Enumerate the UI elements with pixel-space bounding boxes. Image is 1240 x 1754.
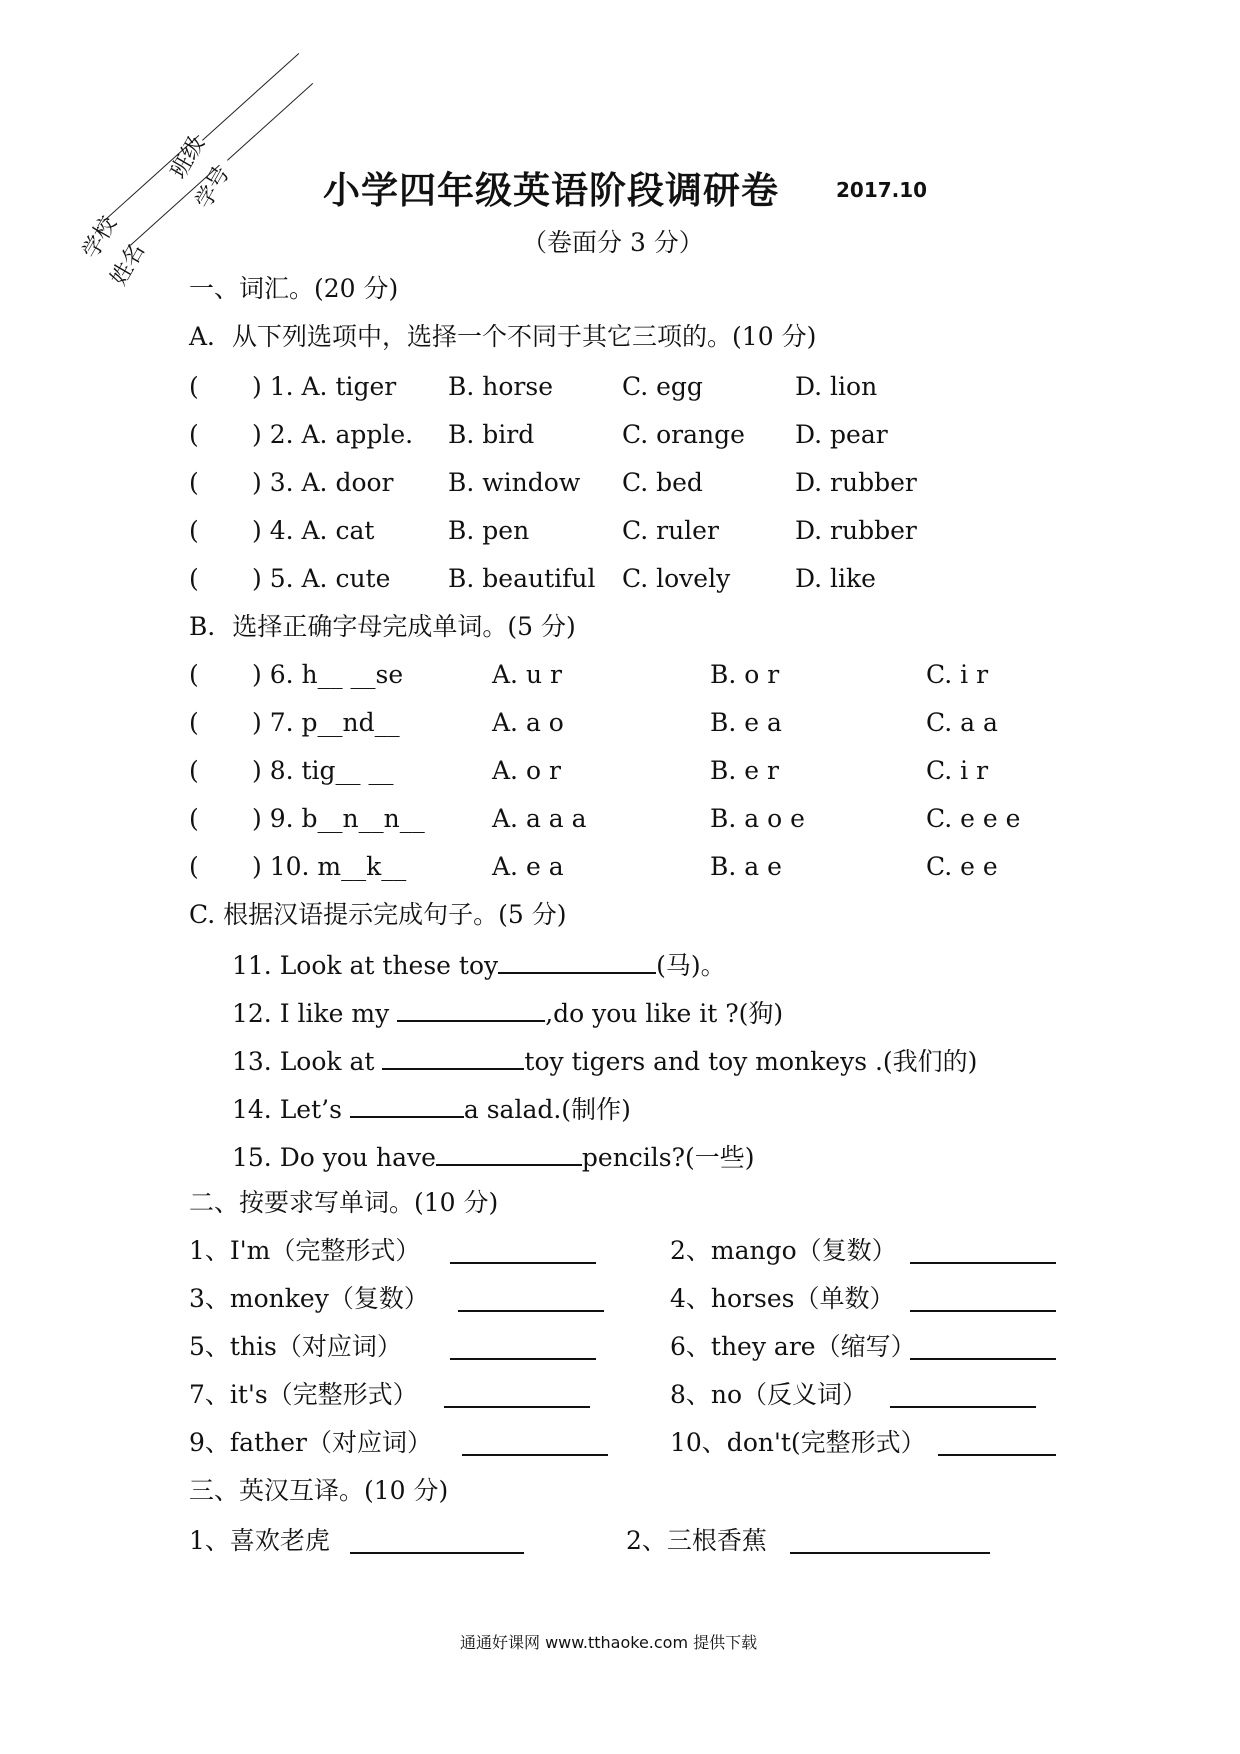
answer-blank[interactable] [910, 1238, 1056, 1264]
option-c: C. ruler [622, 516, 719, 545]
sentence-item [232, 1044, 977, 1077]
option-c: C. egg [622, 372, 703, 401]
answer-paren: ( [189, 468, 199, 497]
sentence-hint: toy tigers and toy monkeys .(我们的) [524, 1047, 978, 1076]
option-a: A. a a a [492, 804, 587, 833]
answer-blank[interactable] [350, 1528, 524, 1554]
stamp-label-name: 姓名 [106, 239, 150, 290]
question-stem: ) 2. A. apple. [252, 420, 414, 449]
part3-heading: 三、英汉互译。(10 分) [189, 1476, 449, 1505]
question-stem: ) 7. p__nd__ [252, 708, 400, 737]
option-b: B. window [448, 468, 581, 497]
answer-blank[interactable] [910, 1334, 1056, 1360]
word-item-left: 3、monkey（复数） [189, 1284, 429, 1313]
question-stem: ) 8. tig__ __ [252, 756, 394, 785]
word-item-left: 5、this（对应词） [189, 1332, 402, 1361]
sentence-hint: a salad.(制作) [463, 1095, 631, 1124]
answer-blank[interactable] [498, 948, 656, 974]
option-d: D. rubber [795, 516, 917, 545]
answer-blank[interactable] [397, 996, 545, 1022]
answer-blank[interactable] [938, 1430, 1056, 1456]
sentence-prefix: 15. Do you have [232, 1143, 436, 1172]
answer-blank[interactable] [462, 1430, 608, 1456]
answer-blank[interactable] [444, 1382, 590, 1408]
answer-blank[interactable] [436, 1140, 582, 1166]
translate-item-left: 1、喜欢老虎 [189, 1526, 330, 1555]
answer-blank[interactable] [350, 1092, 464, 1118]
option-b: B. e r [710, 756, 779, 785]
exam-date: 2017.10 [836, 178, 928, 202]
option-c: C. lovely [622, 564, 731, 593]
stamp-label-class: 班级 [166, 132, 210, 183]
sentence-hint: ,do you like it ?(狗) [545, 999, 784, 1028]
page-footer: 通通好课网 www.tthaoke.com 提供下载 [460, 1633, 758, 1652]
option-c: C. i r [926, 660, 989, 689]
option-a: A. u r [492, 660, 562, 689]
page-title: 小学四年级英语阶段调研卷 [323, 169, 779, 212]
answer-paren: ( [189, 516, 199, 545]
word-item-right: 6、they are（缩写） [670, 1332, 916, 1361]
stamp-line-class [202, 53, 299, 141]
option-a: A. o r [492, 756, 561, 785]
option-b: B. e a [710, 708, 782, 737]
question-stem: ) 9. b__n__n__ [252, 804, 425, 833]
option-c: C. a a [926, 708, 998, 737]
answer-paren: ( [189, 708, 199, 737]
question-stem: ) 3. A. door [252, 468, 394, 497]
word-item-right: 8、no（反义词） [670, 1380, 868, 1409]
secA-heading: A．从下列选项中，选择一个不同于其它三项的。(10 分) [189, 322, 817, 351]
sentence-item [232, 948, 726, 981]
question-stem: ) 1. A. tiger [252, 372, 397, 401]
question-stem: ) 10. m__k__ [252, 852, 407, 881]
sentence-item [232, 1092, 631, 1125]
sentence-prefix: 12. I like my [232, 999, 398, 1028]
option-c: C. bed [622, 468, 703, 497]
answer-blank[interactable] [450, 1238, 596, 1264]
option-b: B. a o e [710, 804, 805, 833]
option-c: C. e e e [926, 804, 1021, 833]
option-b: B. bird [448, 420, 535, 449]
sentence-item [232, 996, 783, 1029]
option-c: C. i r [926, 756, 989, 785]
answer-blank[interactable] [890, 1382, 1036, 1408]
answer-blank[interactable] [382, 1044, 524, 1070]
answer-paren: ( [189, 420, 199, 449]
answer-blank[interactable] [458, 1286, 604, 1312]
answer-paren: ( [189, 852, 199, 881]
answer-paren: ( [189, 372, 199, 401]
option-b: B. a e [710, 852, 782, 881]
word-item-right: 2、mango（复数） [670, 1236, 897, 1265]
sentence-prefix: 14. Let’s [232, 1095, 350, 1124]
option-d: D. like [795, 564, 876, 593]
sentence-item [232, 1140, 755, 1173]
answer-blank[interactable] [450, 1334, 596, 1360]
word-item-left: 1、I'm（完整形式） [189, 1236, 421, 1265]
part2-heading: 二、按要求写单词。(10 分) [189, 1188, 499, 1217]
stamp-label-number: 学号 [191, 162, 235, 213]
option-d: D. lion [795, 372, 878, 401]
sentence-prefix: 13. Look at [232, 1047, 383, 1076]
answer-paren: ( [189, 564, 199, 593]
option-b: B. pen [448, 516, 530, 545]
option-b: B. horse [448, 372, 553, 401]
secC-heading: C. 根据汉语提示完成句子。(5 分) [189, 900, 567, 929]
answer-blank[interactable] [910, 1286, 1056, 1312]
part1-heading: 一、词汇。(20 分) [189, 274, 399, 303]
sentence-hint: (马)。 [656, 951, 726, 980]
option-c: C. orange [622, 420, 745, 449]
option-b: B. o r [710, 660, 780, 689]
word-item-right: 4、horses（单数） [670, 1284, 895, 1313]
answer-paren: ( [189, 756, 199, 785]
answer-paren: ( [189, 804, 199, 833]
option-d: D. rubber [795, 468, 917, 497]
page-subtitle: （卷面分 3 分） [522, 228, 704, 257]
sentence-hint: pencils?(一些) [581, 1143, 755, 1172]
option-a: A. e a [492, 852, 564, 881]
word-item-left: 9、father（对应词） [189, 1428, 432, 1457]
option-a: A. a o [492, 708, 564, 737]
option-b: B. beautiful [448, 564, 596, 593]
word-item-left: 7、it's（完整形式） [189, 1380, 418, 1409]
answer-paren: ( [189, 660, 199, 689]
question-stem: ) 4. A. cat [252, 516, 375, 545]
sentence-prefix: 11. Look at these toy [232, 951, 499, 980]
translate-item-right: 2、三根香蕉 [626, 1526, 767, 1555]
word-item-right: 10、don't(完整形式） [670, 1428, 926, 1457]
option-d: D. pear [795, 420, 888, 449]
question-stem: ) 6. h__ __se [252, 660, 404, 689]
stamp-label-school: 学校 [78, 212, 122, 263]
question-stem: ) 5. A. cute [252, 564, 391, 593]
secB-heading: B．选择正确字母完成单词。(5 分) [189, 612, 576, 641]
binding-stamp [62, 70, 322, 300]
stamp-line-number [227, 83, 313, 161]
answer-blank[interactable] [790, 1528, 990, 1554]
option-c: C. e e [926, 852, 998, 881]
